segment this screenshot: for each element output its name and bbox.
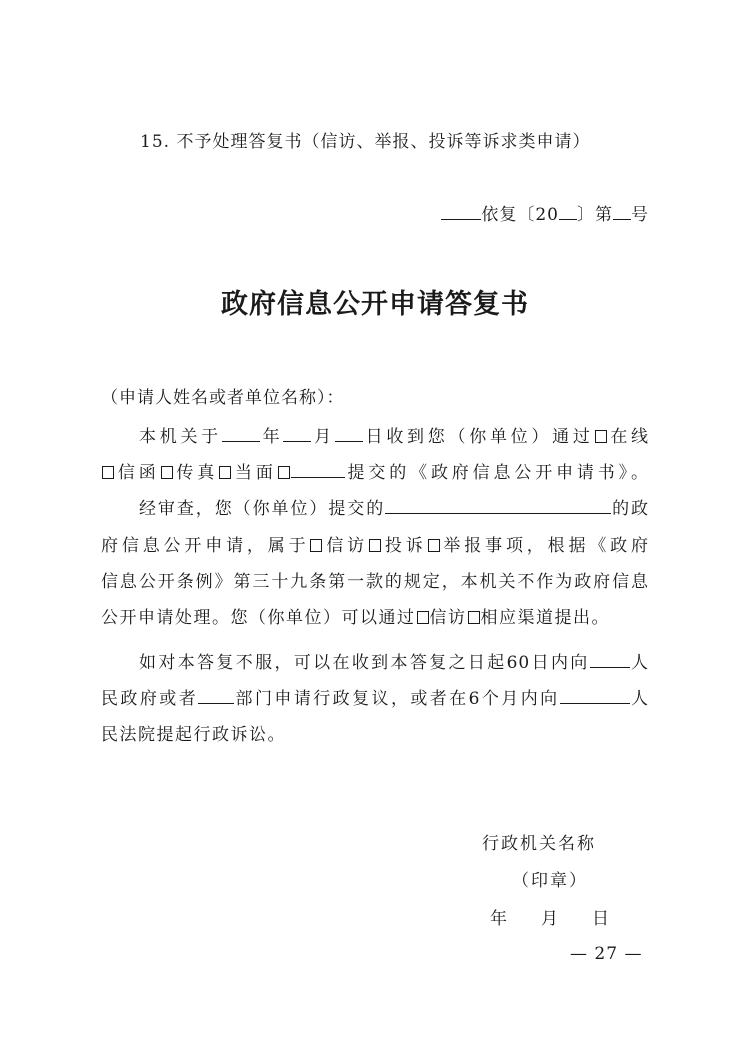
date-day-label: 日 [592,909,609,929]
para1-line2: 信函 传真 当面 提交的《政府信息公开申请书》。 [101,458,649,483]
agency-name: 行政机关名称 [482,834,596,854]
salutation: （申请人姓名或者单位名称）： [101,388,345,408]
para1-line1: 本机关于 年 月 日收到您（你单位）通过 在线 [139,427,650,447]
other-method-blank[interactable] [291,463,345,478]
para3-line3: 民法院提起行政诉讼。 [101,725,286,745]
in-person-checkbox[interactable] [219,466,231,479]
document-number [441,200,649,225]
online-checkbox[interactable] [595,430,607,443]
page-number: — 27 — [570,944,643,964]
reconsideration-government-blank[interactable] [590,653,630,668]
doc-number-text-a: 依复〔20 [481,205,559,225]
doc-number-blank-seq[interactable] [613,205,631,220]
para2-line4: 公开申请处理。您（你单位）可以通过 信访 相应渠道提出。 [101,608,610,628]
official-seal: （印章） [512,871,588,891]
court-blank[interactable] [560,689,630,704]
doc-number-blank-prefix[interactable] [441,205,481,220]
doc-number-text-c: 号 [631,205,649,225]
doc-number-text-b: 〕第 [577,205,613,225]
para2-line1: 经审查，您（你单位）提交的 的政 [139,499,650,519]
doc-number-blank-year[interactable] [559,205,577,220]
signature-date [490,904,609,929]
other-channel-checkbox[interactable] [468,611,480,624]
para2-line3: 信息公开条例》第三十九条第一款的规定，本机关不作为政府信息 [101,572,649,592]
date-year-label: 年 [490,909,507,929]
petition-checkbox[interactable] [310,539,322,552]
other-method-checkbox[interactable] [278,466,290,479]
petition-channel-checkbox[interactable] [417,611,429,624]
para2-line2: 府信息公开申请，属于 信访 投诉 举报事项，根据《政府 [101,536,650,556]
received-month-blank[interactable] [283,427,311,442]
report-checkbox[interactable] [428,539,440,552]
section-heading: 15. 不予处理答复书（信访、举报、投诉等诉求类申请） [140,132,591,152]
para3-line1: 如对本答复不服，可以在收到本答复之日起60日内向 人 [139,653,650,673]
date-month-label: 月 [541,909,558,929]
para3-line2: 民政府或者 部门申请行政复议，或者在6个月内向 人 [101,689,650,709]
complaint-checkbox[interactable] [369,539,381,552]
document-title: 政府信息公开申请答复书 [221,289,529,320]
letter-checkbox[interactable] [102,466,114,479]
fax-checkbox[interactable] [161,466,173,479]
submitted-content-blank[interactable] [385,499,611,514]
reconsideration-department-blank[interactable] [198,689,234,704]
received-day-blank[interactable] [335,427,363,442]
received-year-blank[interactable] [222,427,260,442]
